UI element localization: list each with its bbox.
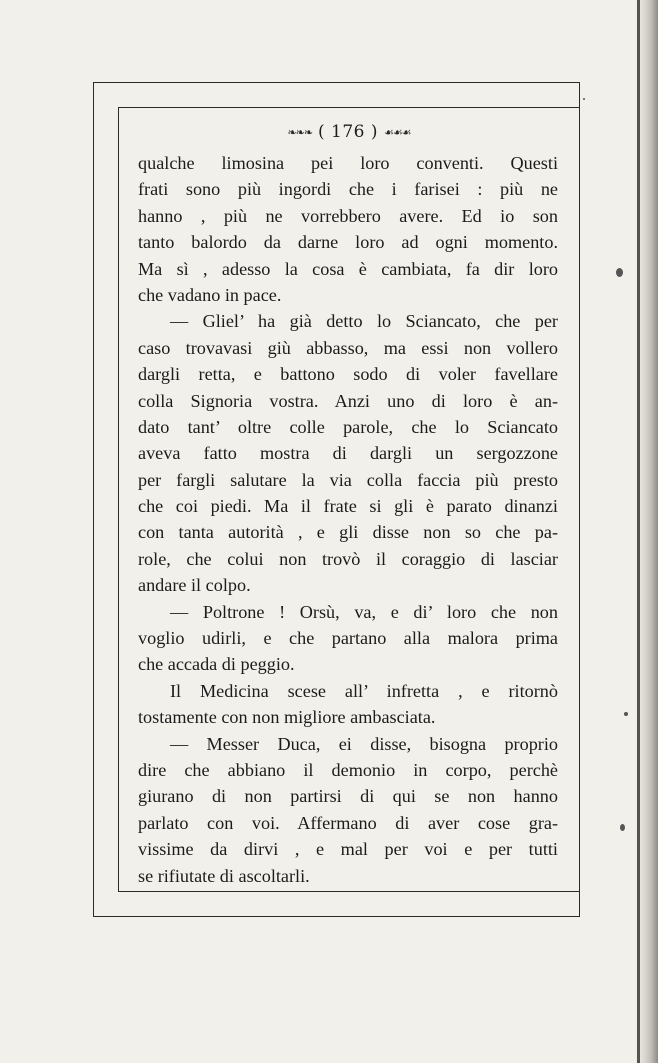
text-line: dato tant’ oltre colle parole, che lo Sciancato [138, 416, 558, 437]
text-line: colla Signoria vostra. Anzi uno di loro è an- [138, 390, 558, 411]
text-line: frati sono più ingordi che i farisei : più ne [138, 179, 558, 200]
page-header [118, 122, 580, 142]
text-line: tostamente con non migliore ambasciata. [138, 707, 436, 728]
text-line: vissime da dirvi , e mal per voi e per tutti [138, 839, 558, 860]
text-line: — Gliel’ ha già detto lo Sciancato, che per [170, 311, 558, 332]
text-line: dire che abbiano il demonio in corpo, perchè [138, 759, 558, 780]
text-line: che coi piedi. Ma il frate si gli è parato dinanzi [138, 496, 558, 517]
text-line: giurano di non partirsi di qui se non hanno [138, 786, 558, 807]
text-line: con tanta autorità , e gli disse non so che pa- [138, 522, 558, 543]
ink-speck [620, 824, 625, 831]
text-line: se rifiutate di ascoltarli. [138, 865, 310, 886]
text-line: caso trovavasi giù abbasso, ma essi non vollero [138, 337, 558, 358]
text-line: Il Medicina scese all’ infretta , e ritornò [170, 680, 558, 701]
text-line: dargli retta, e battono sodo di voler favellare [138, 364, 558, 385]
ink-speck [583, 98, 585, 100]
text-line: voglio udirli, e che partano alla malora prima [138, 628, 558, 649]
page-number: ( 176 ) [318, 122, 379, 142]
text-line: — Messer Duca, ei disse, bisogna proprio [170, 733, 558, 754]
text-line: — Poltrone ! Orsù, va, e di’ loro che non [170, 601, 558, 622]
text-line: andare il colpo. [138, 575, 251, 596]
text-line: parlato con voi. Affermano di aver cose gra- [138, 812, 558, 833]
text-line: tanto balordo da darne loro ad ogni momento. [138, 232, 558, 253]
text-line: role, che colui non trovò il coraggio di lasciar [138, 548, 558, 569]
body-text [138, 150, 558, 889]
text-line: per fargli salutare la via colla faccia più presto [138, 469, 558, 490]
header-ornament-right: ☙☙☙ [383, 126, 411, 139]
text-line: hanno , più ne vorrebbero avere. Ed io son [138, 205, 558, 226]
page-binding-edge [637, 0, 640, 1063]
text-line: Ma sì , adesso la cosa è cambiata, fa dir loro [138, 258, 558, 279]
text-line: aveva fatto mostra di dargli un sergozzone [138, 443, 558, 464]
text-line: che vadano in pace. [138, 284, 282, 305]
text-line: qualche limosina pei loro conventi. Questi [138, 153, 558, 173]
header-ornament-left: ❧❧❧ [287, 126, 313, 139]
ink-speck [616, 268, 623, 277]
text-line: che accada di peggio. [138, 654, 295, 675]
ink-speck [624, 712, 628, 716]
